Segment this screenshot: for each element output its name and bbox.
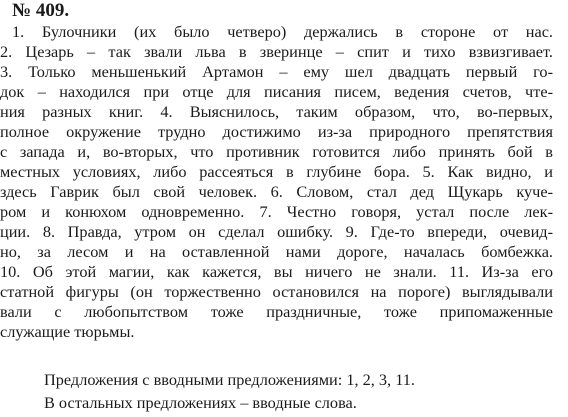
- text-line: док – находился при отце для писания писем, ведения счетов, чте-: [0, 82, 553, 101]
- text-line: служащие тюрьмы.: [0, 322, 135, 341]
- text-line: ния разных книг. 4. Выяснилось, таким образом, что, во-первых,: [0, 102, 553, 121]
- text-line: местных условиях, либо рассеяться в глубине бора. 5. Как видно, и: [0, 162, 553, 181]
- text-line: с запада и, во-вторых, что противник готовится либо принять бой в: [0, 142, 553, 161]
- text-line: здесь Гаврик был свой человек. 6. Словом, стал дед Щукарь куче-: [0, 182, 553, 201]
- text-line: ции. 8. Правда, утром он сделал ошибку. 9. Где-то впереди, очевид-: [0, 222, 553, 241]
- text-line: 10. Об этой магии, как кажется, вы ничего не знали. 11. Из-за его: [0, 262, 553, 281]
- text-line: полное окружение трудно достижимо из-за природного препятствия: [0, 122, 553, 141]
- text-line: статной фигуры (он торжественно остановился на пороге) выглядывали: [0, 282, 553, 301]
- text-line: 3. Только меньшенький Артамон – ему шел двадцать первый го-: [0, 62, 553, 81]
- text-line: 2. Цезарь – так звали льва в зверинце – спит и тихо взвизгивает.: [0, 42, 553, 61]
- text-line: 1. Булочники (их было четверо) держались в стороне от нас.: [12, 22, 553, 41]
- text-line: ром и конюхом одновременно. 7. Честно говоря, устал после лек-: [0, 202, 553, 221]
- text-line: но, за лесом и на оставленной нами дороге, началась бомбежка.: [0, 242, 553, 261]
- answer-note: В остальных предложениях – вводные слова.: [44, 393, 357, 412]
- text-line: вали с любопытством тоже праздничные, тоже припомаженные: [0, 302, 553, 321]
- answer-note: Предложения с вводными предложениями: 1, 2, 3, 11.: [44, 370, 415, 389]
- exercise-number: № 409.: [12, 0, 70, 21]
